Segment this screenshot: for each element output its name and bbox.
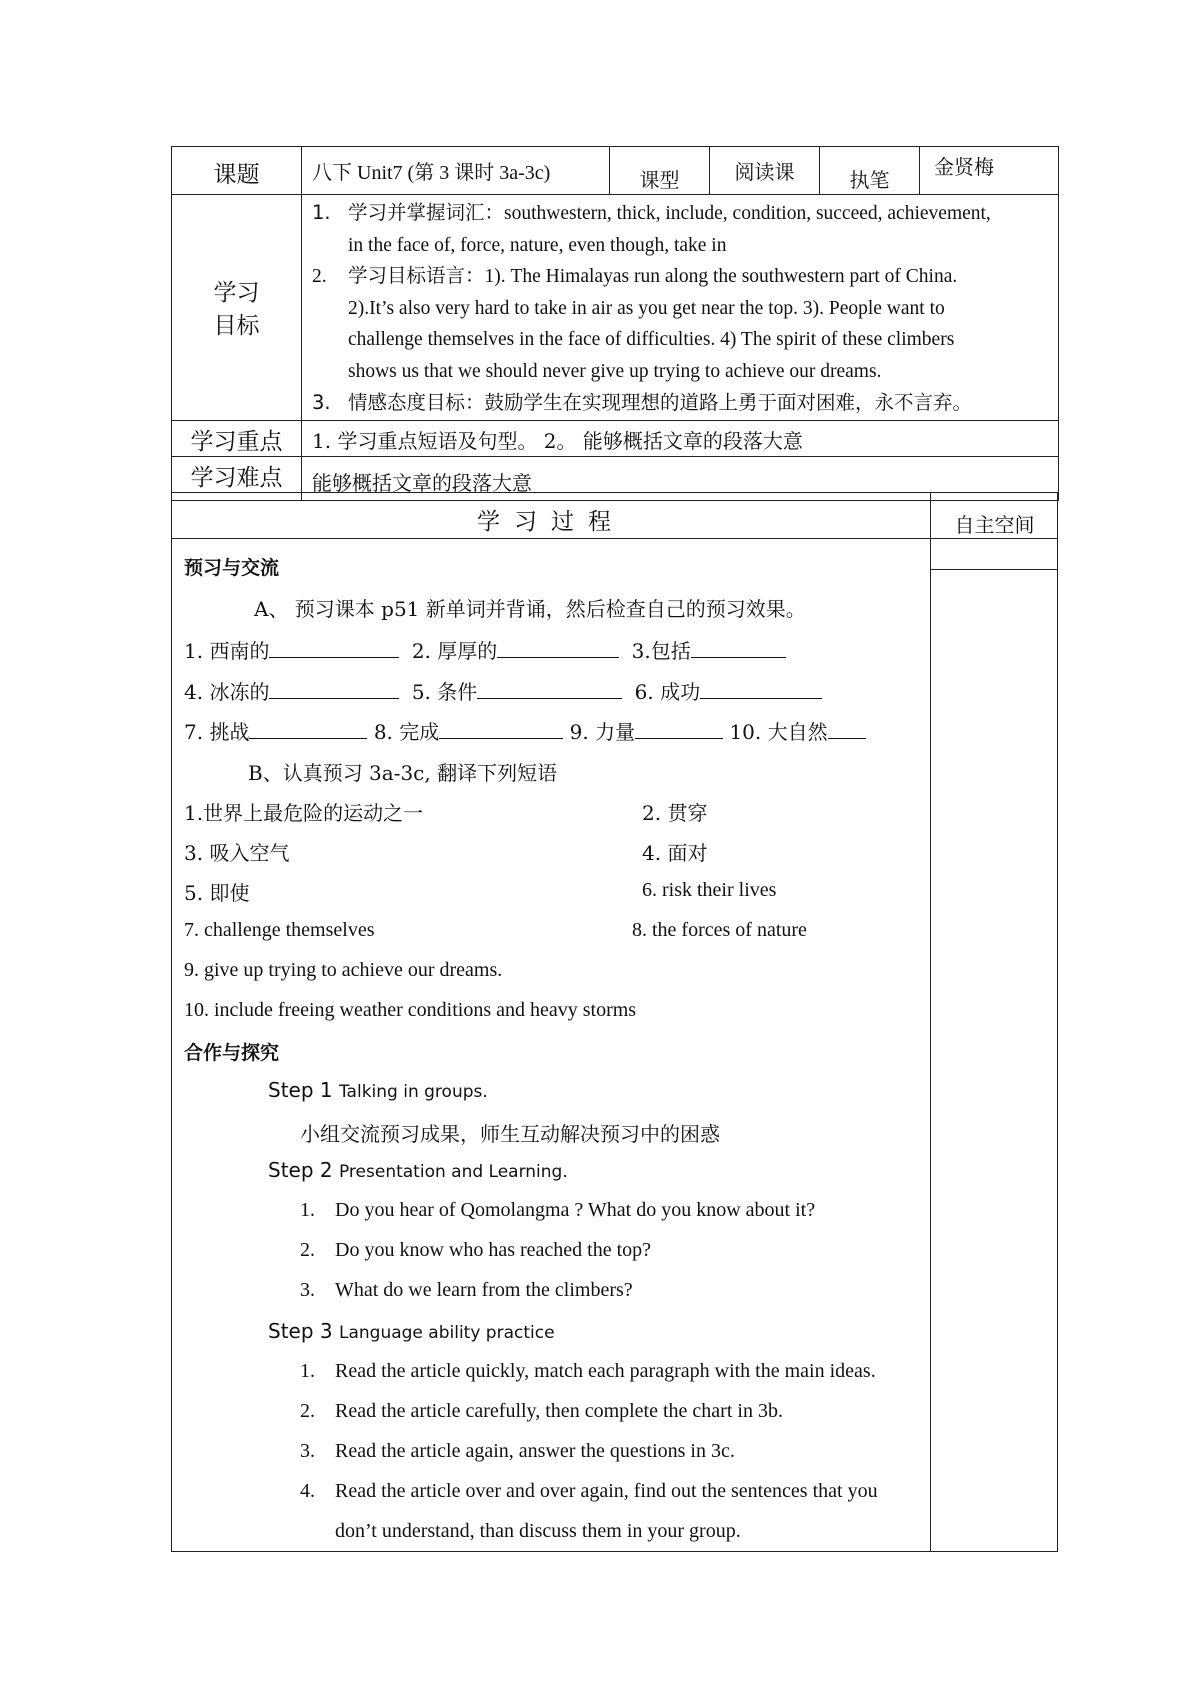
phrase-7: 7. challenge themselves: [184, 919, 375, 941]
key-points-value: 1. 学习重点短语及句型。 2。 能够概括文章的段落大意: [302, 420, 1059, 456]
vocab-row-1: 1. 西南的 2. 厚厚的 3.包括: [184, 635, 786, 664]
author-label: 执笔: [820, 147, 920, 195]
phrase-3: 3. 吸入空气: [184, 841, 290, 865]
phrase-6: 6. risk their lives: [642, 879, 777, 901]
side-row-divider: [930, 569, 1057, 570]
preview-heading: 预习与交流: [184, 557, 280, 579]
step-3-item-4-continued: don’t understand, than discuss them in your group.: [335, 1520, 741, 1542]
self-study-space-title: 自主空间: [954, 513, 1035, 537]
topic-label: 课题: [172, 147, 302, 195]
goals-content: 1. 学习并掌握词汇：southwestern, thick, include, condition, succeed, achievement, in the face of, force, nature, even though, take in 2. 学习目标语言：1). The Himalayas run along the southwestern part of China. 2).It’s also very hard to take in air as you get near the top. 3). People want to challenge themselves in the face of difficulties. 4) The spirit of these climbers shows us that we should never give up trying to achieve our dreams. 3. 情感态度目标：鼓励学生在实现理想的道路上勇于面对困难，永不言弃。: [302, 195, 1059, 421]
phrase-9: 9. give up trying to achieve our dreams.: [184, 959, 503, 981]
learning-process-table: [171, 492, 1058, 1552]
phrase-8: 8. the forces of nature: [632, 919, 807, 941]
step-1: Step 1 Talking in groups.: [268, 1078, 488, 1102]
step-3-item-4: 4. Read the article over and over again, find out the sentences that you: [300, 1480, 878, 1502]
topic-value: 八下 Unit7 (第 3 课时 3a-3c): [302, 147, 610, 195]
difficult-points-label: 学习难点: [172, 456, 302, 500]
phrase-10: 10. include freeing weather conditions and heavy storms: [184, 999, 637, 1021]
step-3-item-2: 2. Read the article carefully, then complete the chart in 3b.: [300, 1400, 783, 1422]
step-3: Step 3 Language ability practice: [268, 1319, 555, 1343]
step-1-text: 小组交流预习成果，师生互动解决预习中的困惑: [300, 1122, 720, 1146]
type-value: 阅读课: [710, 147, 820, 195]
phrase-2: 2. 贯穿: [642, 801, 708, 825]
phrase-1: 1.世界上最危险的运动之一: [184, 801, 424, 825]
part-a-instruction: A、 预习课本 p51 新单词并背诵，然后检查自己的预习效果。: [254, 597, 806, 621]
step-2-item-2: 2. Do you know who has reached the top?: [300, 1239, 652, 1261]
column-divider: [930, 493, 931, 1551]
step-2-item-1: 1. Do you hear of Qomolangma ? What do you know about it?: [300, 1199, 816, 1221]
type-label: 课型: [610, 147, 710, 195]
step-2-item-3: 3. What do we learn from the climbers?: [300, 1279, 633, 1301]
lesson-info-table: [171, 146, 1059, 501]
step-3-item-3: 3. Read the article again, answer the questions in 3c.: [300, 1440, 735, 1462]
step-2: Step 2 Presentation and Learning.: [268, 1158, 568, 1182]
phrase-5: 5. 即使: [184, 881, 250, 905]
process-title: 学习过程: [477, 509, 625, 535]
vocab-row-2: 4. 冰冻的 5. 条件 6. 成功: [184, 676, 822, 705]
goals-label: 学习 目标: [172, 195, 302, 421]
vocab-row-3: 7. 挑战 8. 完成 9. 力量 10. 大自然: [184, 716, 866, 745]
cooperation-heading: 合作与探究: [184, 1042, 280, 1064]
part-b-instruction: B、认真预习 3a-3c, 翻译下列短语: [248, 761, 558, 785]
phrase-4: 4. 面对: [642, 841, 708, 865]
row-divider: [172, 538, 1057, 539]
step-3-item-1: 1. Read the article quickly, match each paragraph with the main ideas.: [300, 1360, 876, 1382]
key-points-label: 学习重点: [172, 420, 302, 456]
difficult-points-value: 能够概括文章的段落大意: [302, 456, 1059, 500]
author-value: 金贤梅: [920, 147, 1059, 195]
